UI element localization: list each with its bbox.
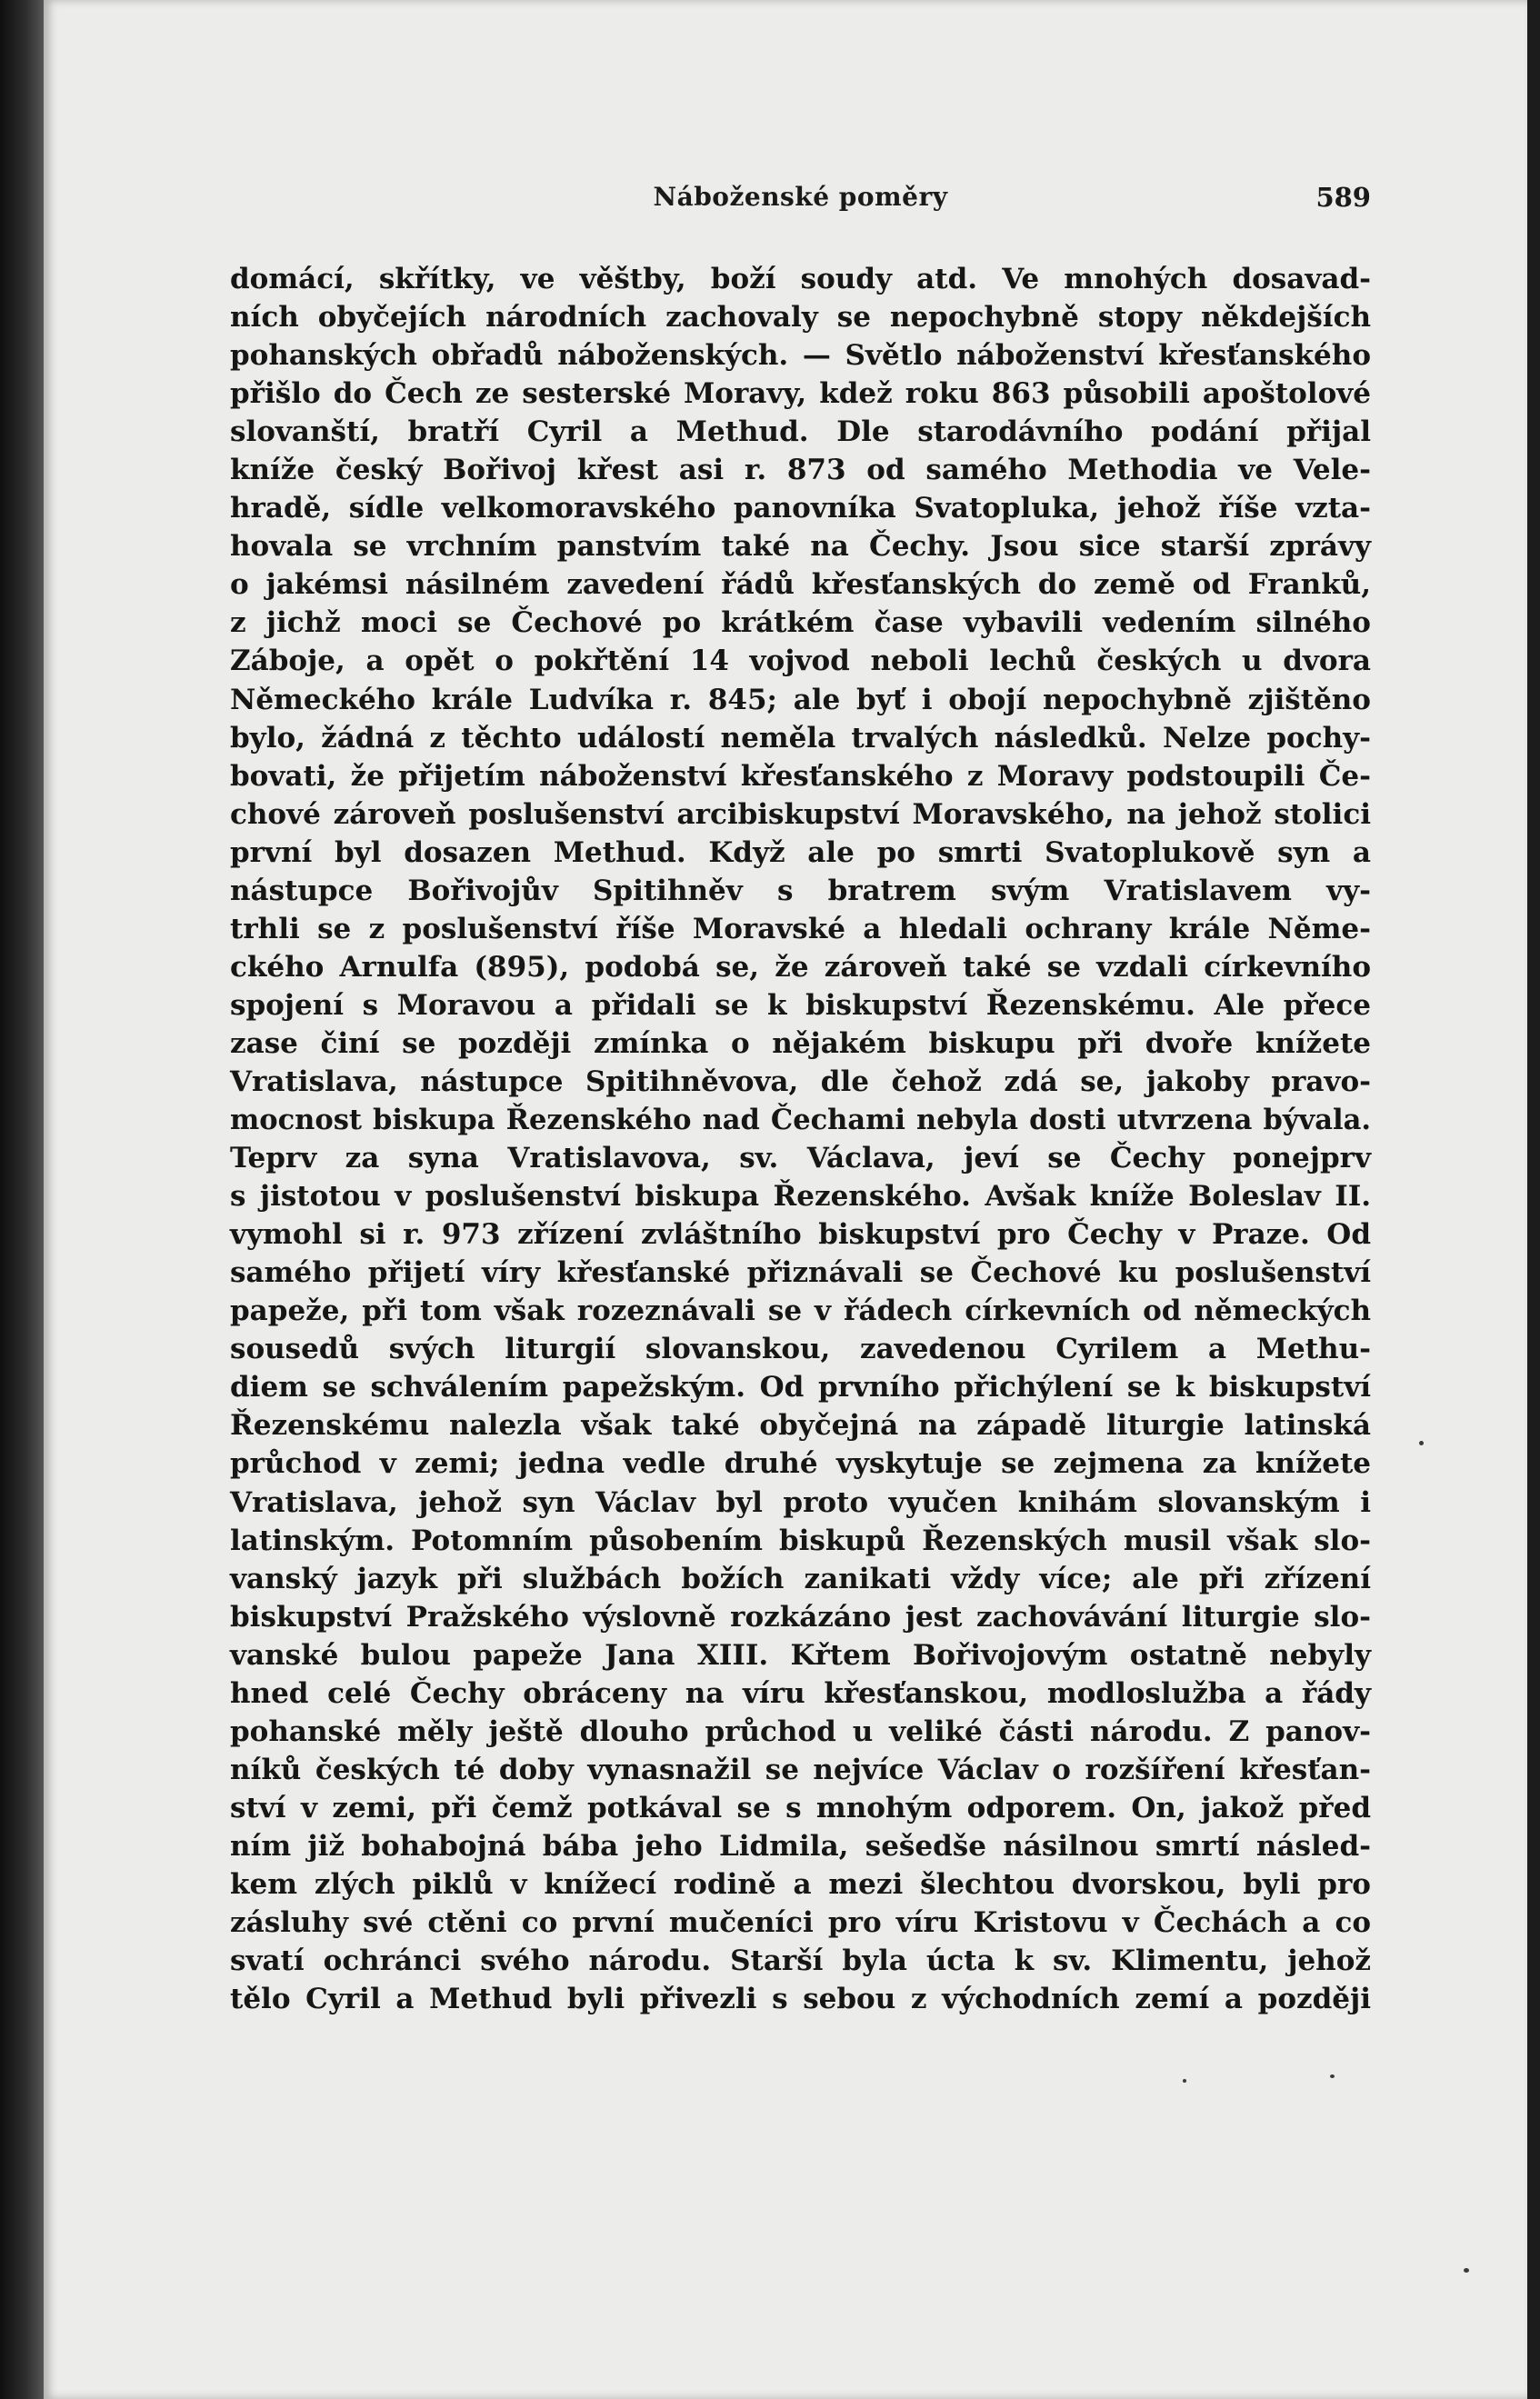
text-line: s jistotou v poslušenství biskupa Řezenského. Avšak kníže Boleslav II. bbox=[230, 1180, 1371, 1214]
body-text bbox=[230, 260, 1371, 2018]
text-line: z jichž moci se Čechové po krátkém čase vybavili vedením silného bbox=[230, 606, 1371, 640]
scan-edge-left bbox=[0, 0, 44, 2399]
ink-speck bbox=[1330, 2074, 1335, 2078]
text-line: biskupství Pražského výslovně rozkázáno jest zachovávání liturgie slo- bbox=[230, 1600, 1371, 1634]
text-line: vanské bulou papeže Jana XIII. Křtem Bořivojovým ostatně nebyly bbox=[230, 1638, 1371, 1672]
text-line: bylo, žádná z těchto událostí neměla trvalých následků. Nelze pochy- bbox=[230, 721, 1371, 755]
text-line: samého přijetí víry křesťanské přiznávali se Čechové ku poslušenství bbox=[230, 1256, 1371, 1290]
text-line: slovanští, bratří Cyril a Methud. Dle starodávního podání přijal bbox=[230, 415, 1371, 449]
text-line: diem se schválením papežským. Od prvního přichýlení se k biskupství bbox=[230, 1371, 1371, 1404]
text-line: hned celé Čechy obráceny na víru křesťanskou, modloslužba a řády bbox=[230, 1676, 1371, 1710]
text-line: Vratislava, jehož syn Václav byl proto vyučen knihám slovanským i bbox=[230, 1485, 1371, 1519]
page-header bbox=[230, 182, 1371, 218]
text-line: mocnost biskupa Řezenského nad Čechami nebyla dosti utvrzena bývala. bbox=[230, 1104, 1371, 1137]
text-line: hovala se vrchním panstvím také na Čechy. Jsou sice starší zprávy bbox=[230, 530, 1371, 564]
text-line: tělo Cyril a Methud byli přivezli s sebou z východních zemí a později bbox=[230, 1983, 1371, 2016]
text-line: kem zlých piklů v knížecí rodině a mezi šlechtou dvorskou, byli pro bbox=[230, 1867, 1371, 1901]
text-line: zásluhy své ctěni co první mučeníci pro víru Kristovu v Čechách a co bbox=[230, 1906, 1371, 1940]
text-line: latinským. Potomním působením biskupů Řezenských musil však slo- bbox=[230, 1524, 1371, 1557]
text-line: bovati, že přijetím náboženství křesťanského z Moravy podstoupili Če- bbox=[230, 759, 1371, 793]
text-line: pohanské měly ještě dlouho průchod u veliké části národu. Z panov- bbox=[230, 1714, 1371, 1748]
text-line: Vratislava, nástupce Spitihněvova, dle čehož zdá se, jakoby pravo- bbox=[230, 1065, 1371, 1098]
text-line: zase činí se později zmínka o nějakém biskupu při dvoře knížete bbox=[230, 1026, 1371, 1060]
text-line: vanský jazyk při službách božích zanikati vždy více; ale při zřízení bbox=[230, 1562, 1371, 1595]
text-line: Záboje, a opět o pokřtění 14 vojvod neboli lechů českých u dvora bbox=[230, 645, 1371, 678]
ink-speck bbox=[1183, 2079, 1186, 2083]
ink-speck bbox=[1419, 1441, 1424, 1445]
text-line: sousedů svých liturgií slovanskou, zavedenou Cyrilem a Methu- bbox=[230, 1333, 1371, 1366]
scan-edge-right bbox=[1527, 0, 1540, 2399]
text-line: chové zároveň poslušenství arcibiskupství Moravského, na jehož stolici bbox=[230, 797, 1371, 831]
text-line: ním již bohabojná bába jeho Lidmila, sešedše násilnou smrtí násled- bbox=[230, 1829, 1371, 1863]
text-line: ství v zemi, při čemž potkával se s mnohým odporem. On, jakož před bbox=[230, 1791, 1371, 1824]
text-line: Německého krále Ludvíka r. 845; ale byť i obojí nepochybně zjištěno bbox=[230, 683, 1371, 716]
text-line: hradě, sídle velkomoravského panovníka Svatopluka, jehož říše vzta- bbox=[230, 492, 1371, 525]
text-line: kníže český Bořivoj křest asi r. 873 od samého Methodia ve Vele- bbox=[230, 454, 1371, 487]
text-line: svatí ochránci svého národu. Starší byla úcta k sv. Klimentu, jehož bbox=[230, 1944, 1371, 1978]
text-line: níků českých té doby vynasnažil se nejvíce Václav o rozšíření křesťan- bbox=[230, 1753, 1371, 1786]
text-line: domácí, skřítky, ve věštby, boží soudy atd. Ve mnohých dosavad- bbox=[230, 263, 1371, 295]
running-title: Náboženské poměry bbox=[653, 182, 948, 212]
text-line: trhli se z poslušenství říše Moravské a hledali ochrany krále Něme- bbox=[230, 912, 1371, 945]
text-line: průchod v zemi; jedna vedle druhé vyskytuje se zejmena za knížete bbox=[230, 1447, 1371, 1481]
text-line: Řezenskému nalezla však také obyčejná na západě liturgie latinská bbox=[230, 1409, 1371, 1443]
text-line: vymohl si r. 973 zřízení zvláštního biskupství pro Čechy v Praze. Od bbox=[230, 1218, 1371, 1252]
text-line: o jakémsi násilném zavedení řádů křesťanských do země od Franků, bbox=[230, 568, 1371, 602]
text-line: ních obyčejích národních zachovaly se nepochybně stopy někdejších bbox=[230, 301, 1371, 335]
text-line: Teprv za syna Vratislavova, sv. Václava, jeví se Čechy ponejprv bbox=[230, 1142, 1371, 1175]
page-number: 589 bbox=[1315, 182, 1371, 213]
text-line: papeže, při tom však rozeznávali se v řádech církevních od německých bbox=[230, 1294, 1371, 1328]
ink-speck bbox=[1464, 2268, 1469, 2273]
text-line: nástupce Bořivojův Spitihněv s bratrem svým Vratislavem vy- bbox=[230, 874, 1371, 907]
text-line: spojení s Moravou a přidali se k biskupství Řezenskému. Ale přece bbox=[230, 988, 1371, 1022]
text-line: první byl dosazen Methud. Když ale po smrti Svatoplukově syn a bbox=[230, 835, 1371, 869]
text-line: pohanských obřadů náboženských. — Světlo náboženství křesťanského bbox=[230, 339, 1371, 373]
text-line: ckého Arnulfa (895), podobá se, že zároveň také se vzdali církevního bbox=[230, 950, 1371, 984]
text-line: přišlo do Čech ze sesterské Moravy, kdež roku 863 působili apoštolové bbox=[230, 377, 1371, 411]
book-page bbox=[44, 0, 1527, 2399]
